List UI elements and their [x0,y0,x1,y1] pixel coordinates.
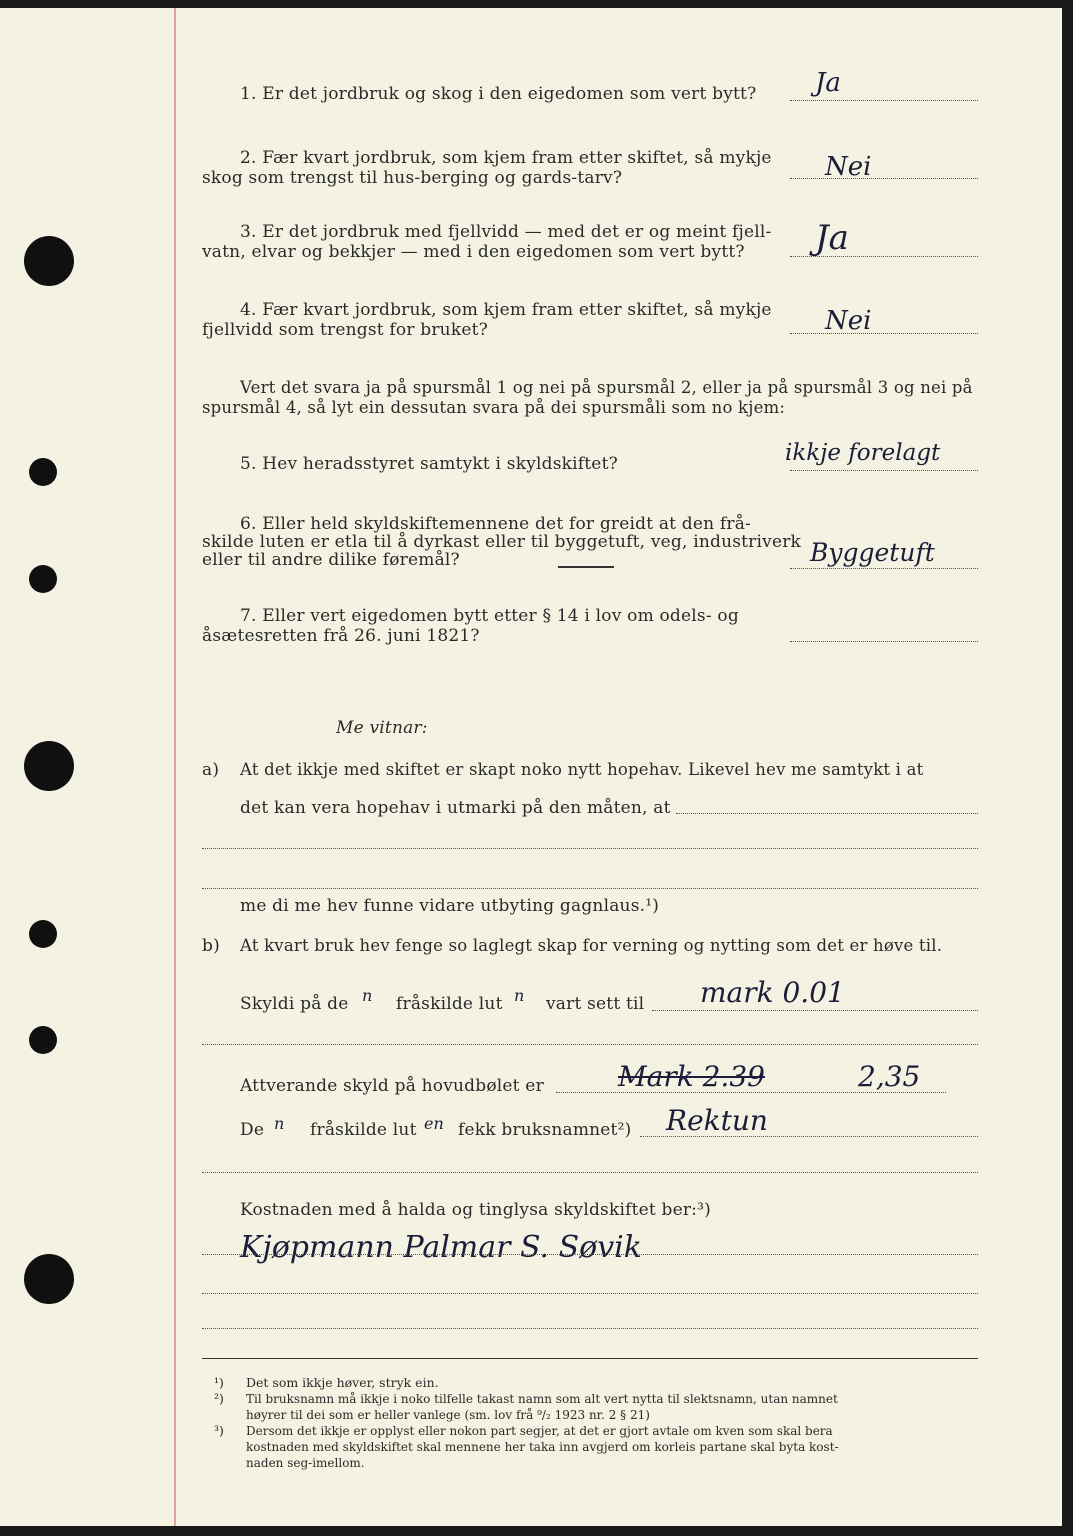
question-7-line-2: åsætesretten frå 26. juni 1821? [202,626,480,646]
answer-line-1 [790,100,978,101]
question-6-line-3: eller til andre dilike føremål? [202,550,460,570]
fill-line [202,1172,978,1173]
footnote-2-number: ²) [214,1391,224,1406]
intro-line-2: spursmål 4, så lyt ein dessutan svara på dei spursmåli som no kjem: [202,398,786,417]
skyld-end: vart sett til [546,994,645,1014]
margin-line [174,8,176,1526]
witness-heading: Me vitnar: [336,718,428,738]
fill-line [202,1328,978,1329]
skyld-mark-2: n [514,986,525,1005]
item-b-line-1: At kvart bruk hev fenge so laglegt skap for verning og nytting som det er høve til. [240,936,943,955]
kostnad-value: Kjøpmann Palmar S. Søvik [240,1230,642,1265]
question-3-line-2: vatn, elvar og bekkjer — med i den eigedomen som vert bytt? [202,242,745,262]
footnote-3-line-1: Dersom det ikkje er opplyst eller nokon part segjer, at det er gjort avtale om kven som skal bera [246,1424,833,1438]
question-5: 5. Hev heradsstyret samtykt i skyldskiftet? [240,454,618,474]
fill-line [202,1044,978,1045]
answer-3: Ja [815,218,849,258]
question-4-line-2: fjellvidd som trengst for bruket? [202,320,488,340]
answer-5: ikkje forelagt [785,440,941,466]
skyld-mid: fråskilde lut [396,994,503,1014]
answer-line-5 [790,470,978,471]
punch-hole [24,741,74,791]
item-a-line-1: At det ikkje med skiftet er skapt noko nytt hopehav. Likevel hev me samtykt i at [240,760,924,779]
question-4-line-1: 4. Fær kvart jordbruk, som kjem fram etter skiftet, så mykje [240,300,772,320]
answer-line-2 [790,178,978,179]
item-a-label: a) [202,760,220,780]
footnote-3-number: ³) [214,1423,224,1438]
attverande-value: 2,35 [858,1060,921,1093]
punch-hole [29,920,57,948]
footnote-1: Det som ikkje høver, stryk ein. [246,1375,439,1390]
attverande-struck-value: Mark 2.39 [618,1060,765,1093]
fill-line [676,813,978,814]
punch-hole [29,1026,57,1054]
footnote-1-number: ¹) [214,1375,224,1390]
punch-hole [24,236,74,286]
footnote-3-line-3: naden seg-imellom. [246,1456,365,1470]
question-7-line-1: 7. Eller vert eigedomen bytt etter § 14 i lov om odels- og [240,606,739,626]
answer-4: Nei [825,306,872,336]
fill-line [202,848,978,849]
punch-hole [24,1254,74,1304]
kostnad-label: Kostnaden med å halda og tinglysa skyldskiftet ber:³) [240,1200,711,1220]
bruksnamn-end: fekk bruksnamnet²) [458,1120,632,1140]
skyld-label: Skyldi på de [240,994,349,1014]
punch-hole [29,458,57,486]
bruksnamn-de: De [240,1120,265,1140]
intro-line-1: Vert det svara ja på spursmål 1 og nei på spursmål 2, eller ja på spursmål 3 og nei på [240,378,973,397]
answer-2: Nei [825,152,872,182]
footnote-2-line-2: høyrer til dei som er heller vanlege (sm. lov frå ⁹/₂ 1923 nr. 2 § 21) [246,1408,650,1422]
question-6-line-1: 6. Eller held skyldskiftemennene det for greidt at den frå- [240,514,752,534]
answer-6: Byggetuft [810,538,935,567]
question-2-line-1: 2. Fær kvart jordbruk, som kjem fram etter skiftet, så mykje [240,148,772,168]
bruksnamn-mark-1: n [274,1114,285,1133]
question-2-line-2: skog som trengst til hus-berging og gards-tarv? [202,168,623,188]
skyld-mark-1: n [362,986,373,1005]
bruksnamn-value: Rektun [666,1104,768,1137]
underline-mark [558,566,614,568]
answer-line-4 [790,333,978,334]
question-3-line-1: 3. Er det jordbruk med fjellvidd — med det er og meint fjell- [240,222,772,242]
footnote-2-line-1: Til bruksnamn må ikkje i noko tilfelle takast namn som alt vert nytta til slektsnamn, utan namnet [246,1392,838,1406]
fill-line [202,888,978,889]
footnote-3-line-2: kostnaden med skyldskiftet skal mennene her taka inn avgjerd om korleis partane skal byta kost- [246,1440,839,1454]
item-a-line-3: me di me hev funne vidare utbyting gagnlaus.¹) [240,896,660,916]
document-page [0,8,1062,1526]
item-a-line-2: det kan vera hopehav i utmarki på den måten, at [240,798,671,818]
footnote-rule [202,1358,978,1359]
punch-hole [29,565,57,593]
answer-line-6 [790,568,978,569]
skyld-value: mark 0.01 [700,976,845,1009]
answer-1: Ja [815,68,841,98]
answer-line-7 [790,641,978,642]
fill-line [202,1254,978,1255]
question-1: 1. Er det jordbruk og skog i den eigedomen som vert bytt? [240,84,757,104]
item-b-label: b) [202,936,220,956]
question-6-line-2: skilde luten er etla til å dyrkast eller til byggetuft, veg, industriverk [202,532,802,552]
fill-line [202,1293,978,1294]
bruksnamn-mark-2: en [424,1114,444,1133]
attverande-label: Attverande skyld på hovudbølet er [240,1076,544,1096]
fill-line [652,1010,978,1011]
bruksnamn-mid: fråskilde lut [310,1120,417,1140]
